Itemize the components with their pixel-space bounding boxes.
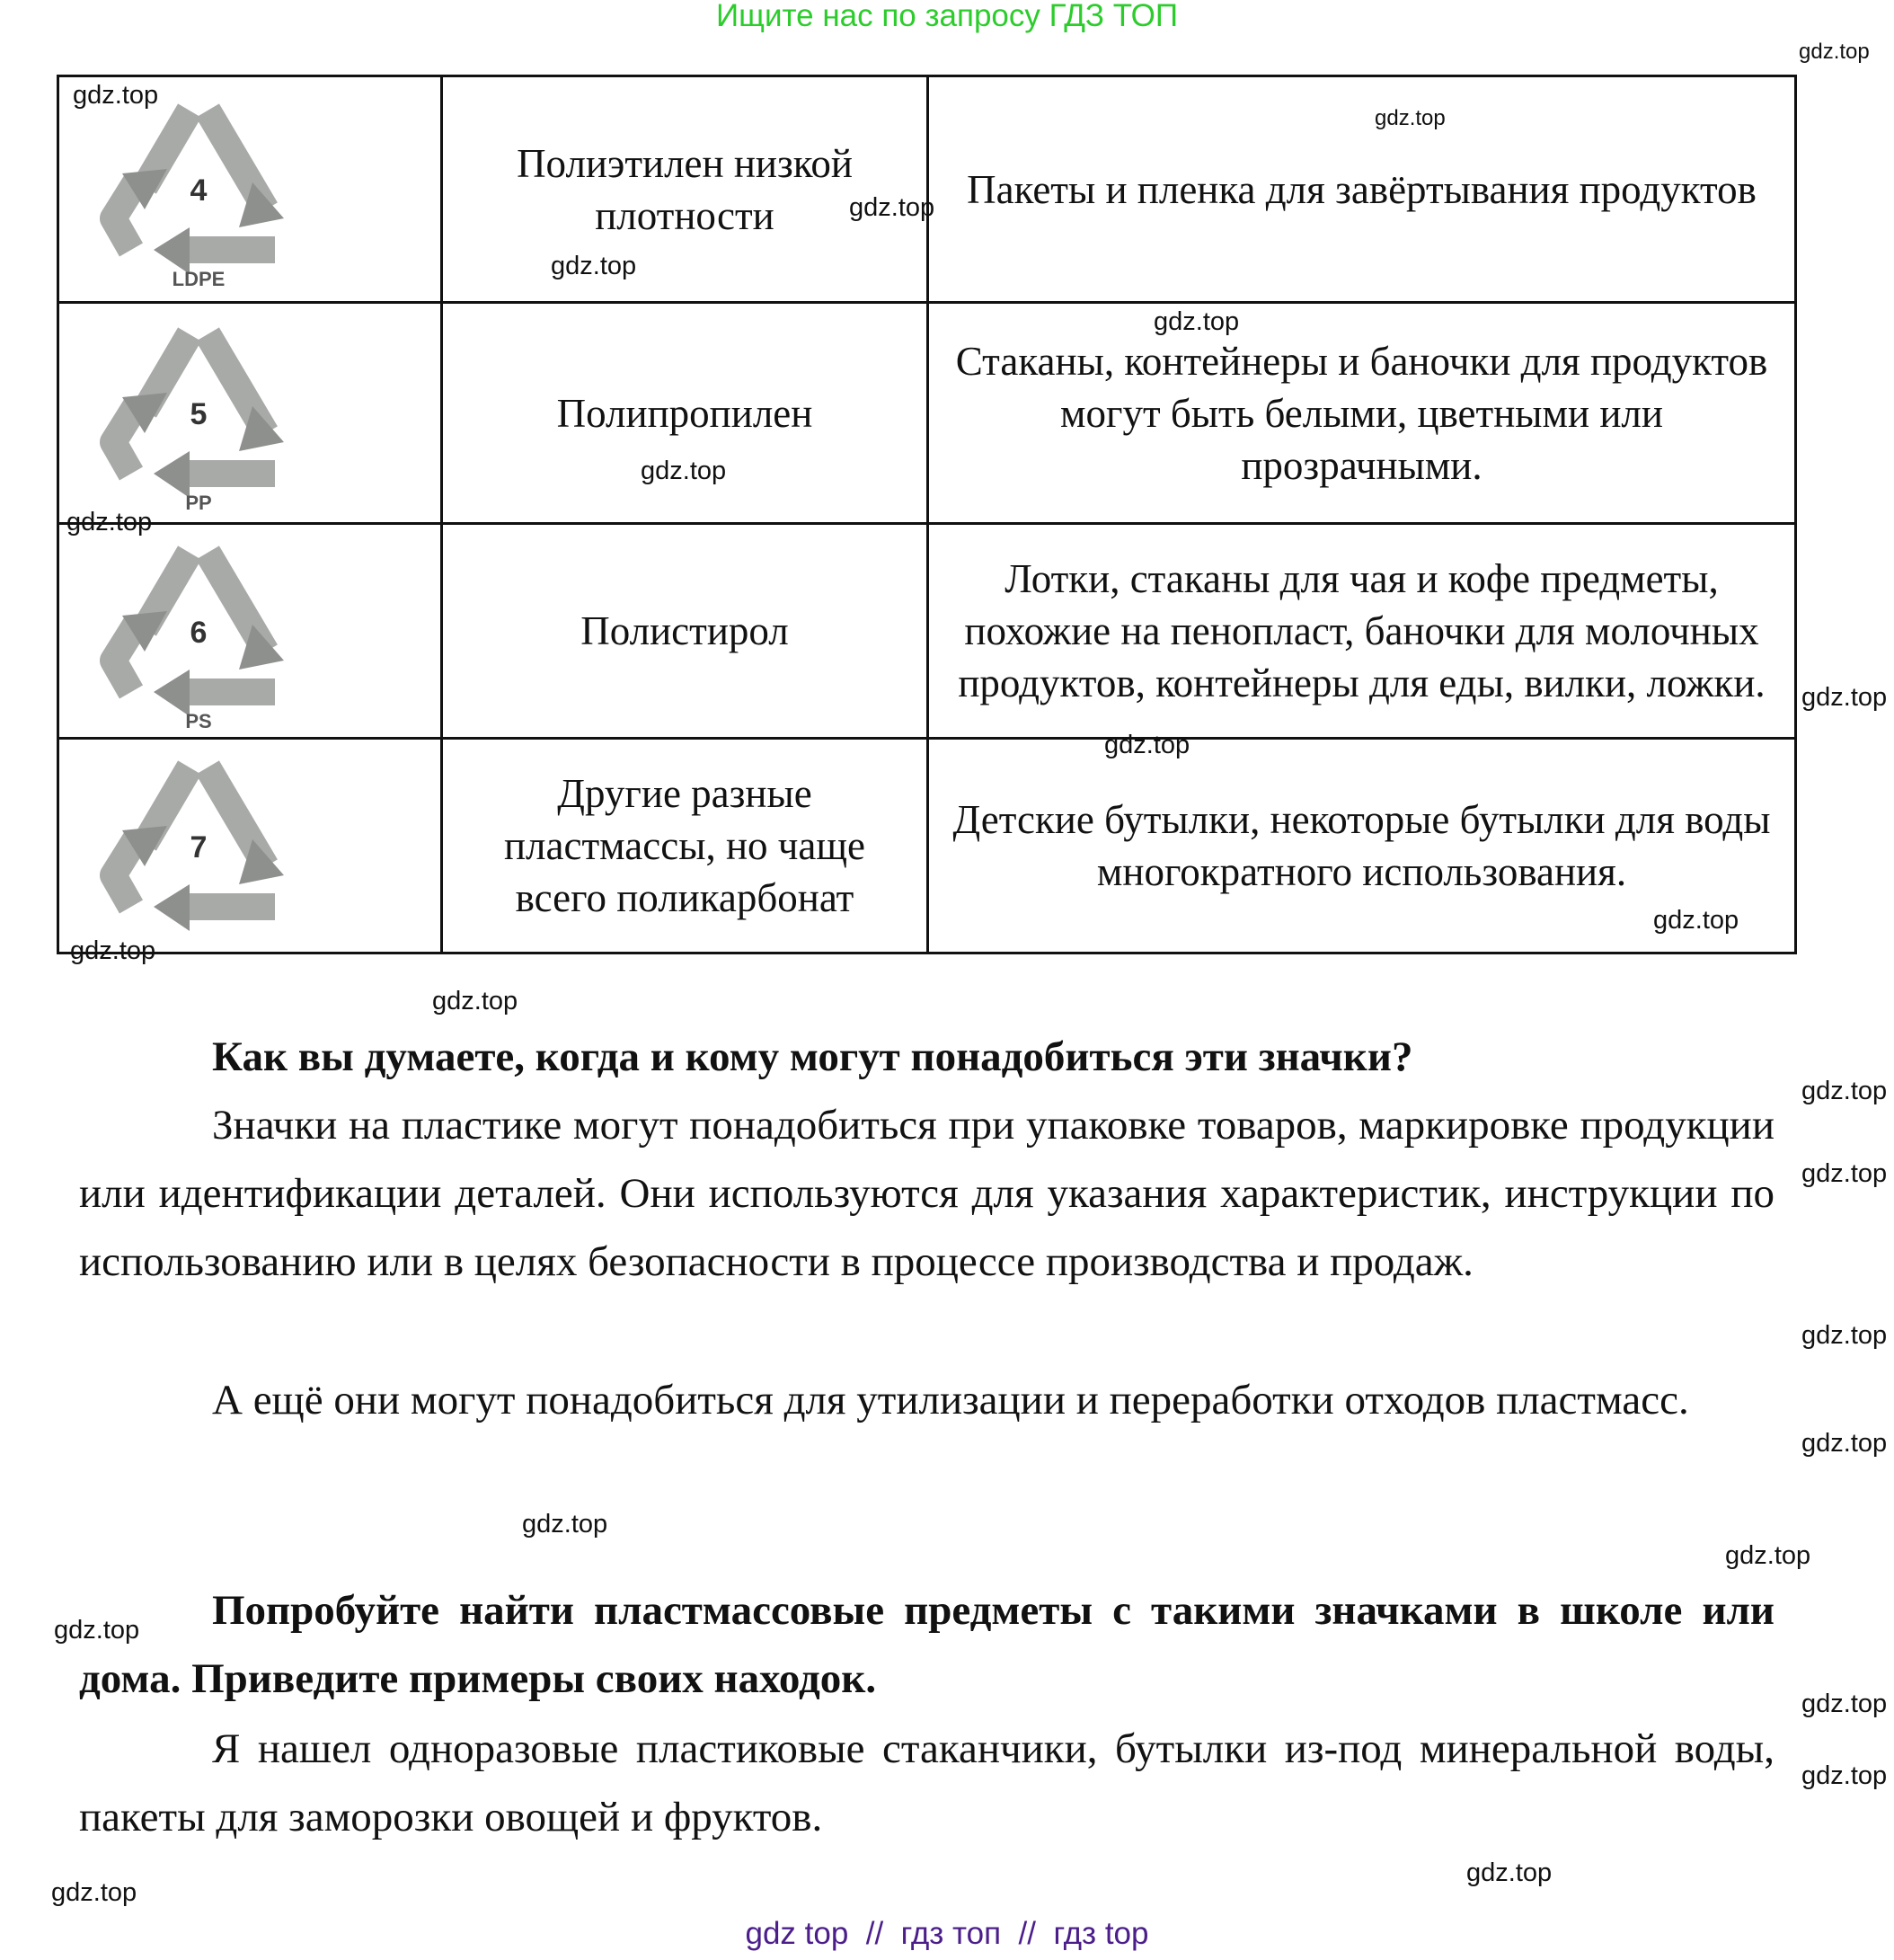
answer-1-paragraph-1: Значки на пластике могут понадобиться при упаковке товаров, маркировке продукции или идентификации деталей. Они используются для указания характеристик, инструкции по использованию или в целях безопасности в процессе производства и продаж. [79, 1102, 1775, 1285]
recycling-symbol-cell [58, 524, 442, 739]
material-cell: Полистирол [442, 524, 928, 739]
question-1: Как вы думаете, когда и кому могут понадобиться эти значки? [212, 1033, 1413, 1080]
watermark: gdz.top [522, 1510, 608, 1539]
watermark: gdz.top [70, 936, 156, 965]
footer-links[interactable]: gdz top // гдз топ // гдз top [745, 1916, 1149, 1951]
table-row [58, 303, 1796, 524]
recycle-icon [77, 741, 320, 952]
watermark: gdz.top [1104, 731, 1190, 759]
material-cell: Полиэтилен низкой плотности [442, 76, 928, 303]
watermark: gdz.top [641, 457, 727, 485]
watermark: gdz.top [1725, 1541, 1811, 1570]
watermark: gdz.top [1375, 106, 1446, 130]
usage-cell: Детские бутылки, некоторые бутылки для воды многократного использования. [928, 739, 1796, 953]
recycle-icon [77, 84, 320, 295]
watermark: gdz.top [1801, 1159, 1888, 1188]
recycling-symbol-cell [58, 739, 442, 953]
table-row [58, 739, 1796, 953]
resin-code-label: LDPE [172, 268, 226, 290]
watermark: gdz.top [1801, 683, 1888, 712]
watermark: gdz.top [54, 1616, 140, 1645]
resin-code-number: 4 [190, 173, 208, 208]
watermark: gdz.top [1801, 1321, 1888, 1350]
answer-2: Я нашел одноразовые пластиковые стаканчики, бутылки из-под минеральной воды, пакеты для заморозки овощей и фруктов. [79, 1725, 1775, 1840]
answer-1-paragraph-2: А ещё они могут понадобиться для утилизации и переработки отходов пластмасс. [212, 1377, 1689, 1423]
watermark: gdz.top [1154, 307, 1240, 336]
recycling-symbol-cell [58, 303, 442, 524]
watermark: gdz.top [1799, 40, 1870, 64]
watermark: gdz.top [1801, 1761, 1888, 1790]
recycle-icon [77, 307, 320, 519]
watermark: gdz.top [73, 81, 159, 110]
question-2: Попробуйте найти пластмассовые предметы с такими значками в школе или дома. Приведите примеры своих находок. [79, 1587, 1775, 1702]
watermark: gdz.top [66, 508, 153, 537]
recycle-icon [77, 526, 320, 737]
search-banner: Ищите нас по запросу ГДЗ ТОП [716, 0, 1178, 33]
resin-code-label: PS [185, 709, 212, 732]
table-row [58, 524, 1796, 739]
watermark: gdz.top [551, 252, 637, 280]
watermark: gdz.top [1801, 1429, 1888, 1458]
watermark: gdz.top [1653, 906, 1739, 935]
watermark: gdz.top [1801, 1077, 1888, 1105]
watermark: gdz.top [1466, 1858, 1553, 1887]
resin-code-number: 6 [190, 615, 208, 650]
usage-cell: Лотки, стаканы для чая и кофе предметы, похожие на пенопласт, баночки для молочных продуктов, контейнеры для еды, вилки, ложки. [928, 524, 1796, 739]
usage-cell: Стаканы, контейнеры и баночки для продуктов могут быть белыми, цветными или прозрачными. [928, 303, 1796, 524]
resin-code-label: PP [185, 492, 212, 514]
watermark: gdz.top [432, 987, 518, 1015]
material-cell: Полипропилен [442, 303, 928, 524]
resin-code-number: 5 [190, 397, 208, 431]
watermark: gdz.top [51, 1878, 137, 1907]
usage-cell: Пакеты и пленка для завёртывания продуктов [928, 76, 1796, 303]
watermark: gdz.top [1801, 1690, 1888, 1718]
resin-code-number: 7 [190, 829, 208, 865]
material-cell: Другие разные пластмассы, но чаще всего поликарбонат [442, 739, 928, 953]
table-row [58, 76, 1796, 303]
watermark: gdz.top [849, 193, 935, 222]
